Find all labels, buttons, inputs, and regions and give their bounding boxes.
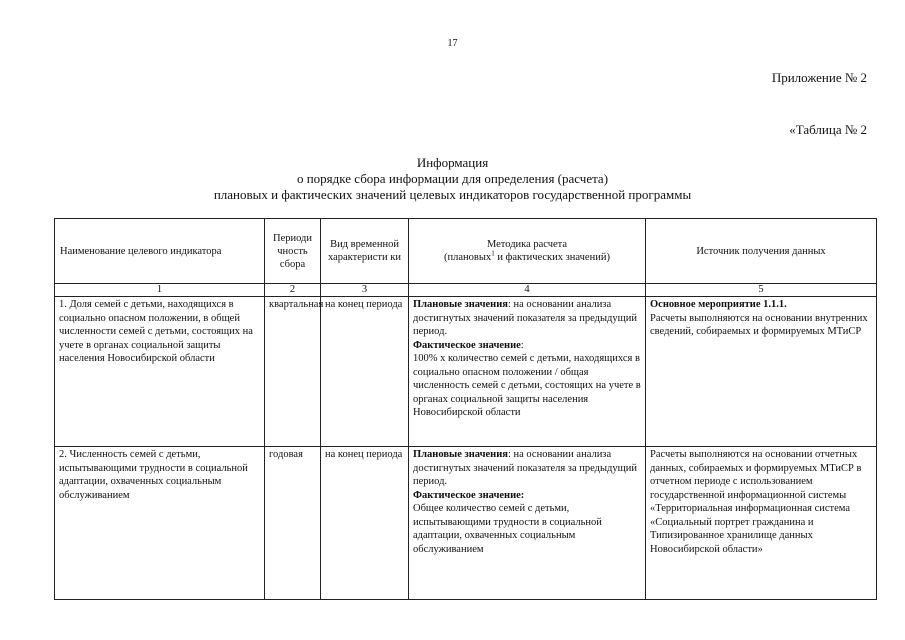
method: Плановые значения: на основании анализа достигнутых значений показателя за предыдущий период. Фактическое значение: 100% х количество семей с детьми, находящихся в социально опасном положении / общая численность семей с детьми, состоящих на учете в органах социальной защиты населения Новосибирской области <box>409 297 646 447</box>
plan-text: : на основании анализа достигнутых значений показателя за предыдущий период. <box>413 299 637 337</box>
column-number: 2 <box>265 284 321 297</box>
title-line-2: о порядке сбора информации для определения (расчета) <box>296 171 609 186</box>
table-row <box>55 297 877 447</box>
fact-label: Фактическое значение <box>413 339 521 351</box>
header-source: Источник получения данных <box>646 219 877 284</box>
time-type: на конец периода <box>321 447 409 600</box>
data-source: Расчеты выполняются на основании отчетных данных, собираемых и формируемых МТиСР в отчетном периоде с использованием государственной информационной системы «Территориальная информационная система «Социальный портрет гражданина и Типизированное хранилище данных Новосибирской области» <box>646 447 877 600</box>
title-line-1: Информация <box>416 155 489 170</box>
column-number: 1 <box>55 284 265 297</box>
plan-label: Плановые значения <box>413 299 508 310</box>
plan-label: Плановые значения <box>413 449 508 460</box>
column-number: 5 <box>646 284 877 297</box>
data-source <box>646 297 877 447</box>
header-time-type: Вид временной характеристи ки <box>321 219 409 284</box>
method <box>409 447 646 600</box>
header-method <box>409 219 646 284</box>
indicator-name: 2. Численность семей с детьми, испытывающими трудности в социальной адаптации, охваченных социальным обслуживанием <box>55 447 265 600</box>
appendix-label: Приложение № 2 <box>771 70 867 85</box>
header-periodicity: Периоди чность сбора <box>265 219 321 284</box>
column-number: 3 <box>321 284 409 297</box>
column-number-row <box>55 284 877 297</box>
periodicity: годовая <box>265 447 321 600</box>
fact-label: Фактическое значение: <box>413 489 525 501</box>
footnote-marker: 1 <box>491 249 495 258</box>
source-title: Основное мероприятие 1.1.1. <box>650 299 787 310</box>
fact-text: Общее количество семей с детьми, испытывающими трудности в социальной адаптации, охваченных социальным обслуживанием <box>413 503 602 555</box>
header-method-title: Методика расчета <box>486 239 568 250</box>
title-line-3: плановых и фактических значений целевых индикаторов государственной программы <box>213 187 692 202</box>
header-indicator-name: Наименование целевого индикатора <box>55 219 265 284</box>
indicator-name: 1. Доля семей с детьми, находящихся в социально опасном положении, в общей численности семей с детьми, состоящих на учете в органах социальной защиты населения Новосибирской области <box>55 297 265 447</box>
page-number: 17 <box>447 38 458 49</box>
indicators-table <box>54 218 877 600</box>
header-method-pre: (плановых <box>444 252 492 263</box>
column-number: 4 <box>409 284 646 297</box>
header-method-post: и фактических значений) <box>494 252 610 263</box>
fact-text: 100% х количество семей с детьми, находящихся в социально опасном положении / общая численность семей с детьми, состоящих на учете в органах социальной защиты населения Новосибирской области <box>413 353 641 418</box>
table-row <box>55 447 877 600</box>
table-reference: «Таблица № 2 <box>789 122 867 137</box>
plan-text: : на основании анализа достигнутых значений показателя за предыдущий период. <box>413 449 637 487</box>
document-title <box>0 155 905 203</box>
table-header-row <box>55 219 877 284</box>
time-type: на конец периода <box>321 297 409 447</box>
source-text: Расчеты выполняются на основании внутренних сведений, собираемых и формируемых МТиСР <box>650 312 868 337</box>
periodicity: квартальная <box>265 297 321 447</box>
